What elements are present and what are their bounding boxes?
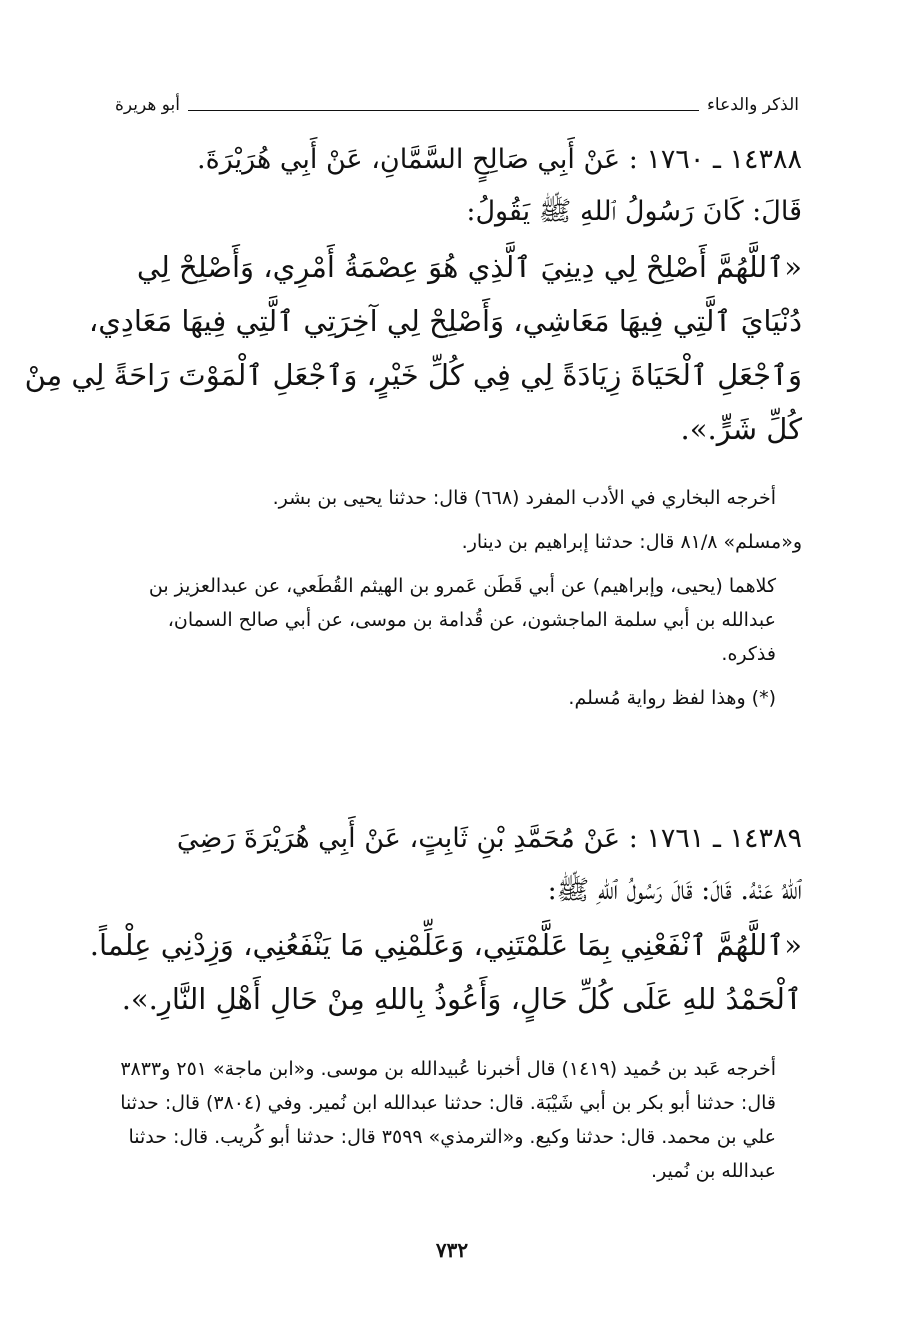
hadith-2-text xyxy=(89,918,802,1026)
hadith-1-text-line: دُنْيَايَ ٱلَّتِي فِيهَا مَعَاشِي، وَأَصْلِحْ لِي آخِرَتِي ٱلَّتِي فِيهَا مَعَادِي، xyxy=(88,304,802,338)
hadith-1-text xyxy=(24,240,802,456)
takhrij-note: (*) وهذا لفظ رواية مُسلم. xyxy=(568,687,776,709)
hadith-2-heading xyxy=(112,813,802,917)
hadith-2-text-line: «ٱللَّهُمَّ ٱنْفَعْنِي بِمَا عَلَّمْتَنِي، وَعَلِّمْنِي مَا يَنْفَعُنِي، وَزِدْنِي عِلْماً. xyxy=(89,928,802,962)
hadith-1-heading-line: ١٤٣٨٨ ـ ١٧٦٠ : عَنْ أَبِي صَالِحٍ السَّمَّانِ، عَنْ أَبِي هُرَيْرَةَ. xyxy=(196,144,802,175)
takhrij-paragraph: كلاهما (يحيى، وإبراهيم) عن أبي قَطَن عَمرو بن الهيثم القُطَعي، عن عبدالعزيز بن عبدالله بن أبي سلمة الماجشون، عن قُدامة بن موسى، عن أبي صالح السمان، فذكره. xyxy=(148,575,776,665)
hadith-1-text-line: وَٱجْعَلِ ٱلْحَيَاةَ زِيَادَةً لِي فِي كُلِّ خَيْرٍ، وَٱجْعَلِ ٱلْمَوْتَ رَاحَةً لِي مِنْ xyxy=(24,358,802,392)
takhrij-paragraph: أخرجه عَبد بن حُميد (١٤١٩) قال أخبرنا عُبيدالله بن موسى. و«ابن ماجة» ٢٥١ و٣٨٣٣ قال: حدثنا أبو بكر بن أبي شَيْبَة. قال: حدثنا عبدالله ابن نُمير. وفي (٣٨٠٤) قال: حدثنا علي بن محمد. قال: حدثنا وكيع. و«الترمذي» ٣٥٩٩ قال: حدثنا أبو كُريب. قال: حدثنا عبدالله بن نُمير. xyxy=(120,1058,776,1182)
hadith-2-text-line: ٱلْحَمْدُ للهِ عَلَى كُلِّ حَالٍ، وَأَعُوذُ بِاللهِ مِنْ حَالِ أَهْلِ النَّارِ.». xyxy=(121,982,802,1016)
hadith-1-heading-line: قَالَ: كَانَ رَسُولُ ٱللهِ ﷺ يَقُولُ: xyxy=(466,196,802,227)
page-number: ٧٣٢ xyxy=(435,1238,469,1262)
hadith-2-heading-line: ٱللهُ عَنْهُ. قَالَ: قَالَ رَسُولُ ٱللهِ ﷺ: xyxy=(547,875,802,906)
hadith-1-text-line: كُلِّ شَرٍّ.». xyxy=(680,412,802,446)
hadith-2-takhrij xyxy=(112,1052,802,1198)
running-head-narrator: أبو هريرة xyxy=(115,95,181,115)
hadith-1-text-line: «ٱللَّهُمَّ أَصْلِحْ لِي دِينِيَ ٱلَّذِي هُوَ عِصْمَةُ أَمْرِي، وَأَصْلِحْ لِي xyxy=(136,250,802,284)
hadith-1-takhrij xyxy=(112,481,802,725)
hadith-1-heading xyxy=(112,134,802,238)
running-head-rule xyxy=(188,110,699,111)
running-head-section: الذكر والدعاء xyxy=(706,95,799,115)
hadith-2-heading-line: ١٤٣٨٩ ـ ١٧٦١ : عَنْ مُحَمَّدِ بْنِ ثَابِتٍ، عَنْ أَبِي هُرَيْرَةَ رَضِيَ xyxy=(176,823,802,854)
takhrij-paragraph: و«مسلم» ٨١/٨ قال: حدثنا إبراهيم بن دينار. xyxy=(461,531,802,553)
takhrij-paragraph: أخرجه البخاري في الأدب المفرد (٦٦٨) قال: حدثنا يحيى بن بشر. xyxy=(272,487,776,509)
running-head xyxy=(115,94,799,116)
